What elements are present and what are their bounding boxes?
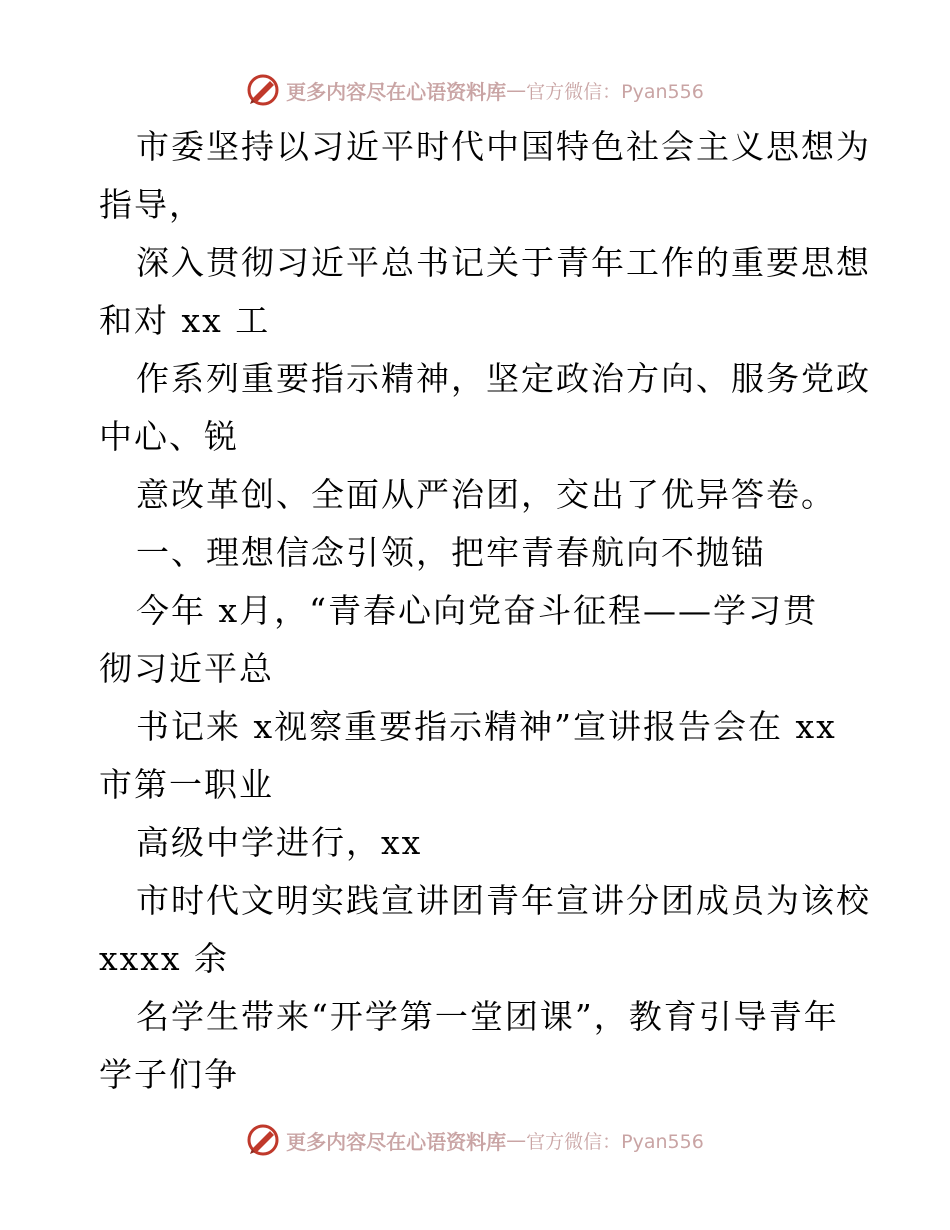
body-line: 学子们争 [99,1055,239,1094]
pen-logo-icon [246,73,280,107]
body-line: 指导， [99,185,204,224]
banner-separator: — [506,1128,527,1152]
body-line: 市委坚持以习近平时代中国特色社会主义思想为 [136,127,871,166]
document-body [99,118,871,1104]
banner-contact-text: 官方微信：Pyan556 [526,1130,704,1153]
body-line: 深入贯彻习近平总书记关于青年工作的重要思想 [136,243,871,282]
body-line: 彻习近平总 [99,649,274,688]
body-line: 市第一职业 [99,765,274,804]
footer-banner [0,1120,950,1160]
pen-logo-icon [246,1123,280,1157]
body-line: 名学生带来“开学第一堂团课”，教育引导青年 [136,997,839,1036]
banner-main-text: 更多内容尽在心语资料库 [286,1129,507,1154]
header-banner [0,70,950,110]
body-line: 书记来 x视察重要指示精神”宣讲报告会在 xx [136,707,837,746]
body-line: 高级中学进行，xx [136,823,423,862]
banner-separator: — [506,78,527,102]
body-line: 今年 x月，“青春心向党奋斗征程——学习贯 [136,591,818,630]
body-line: xxxx 余 [99,939,229,978]
body-line: 市时代文明实践宣讲团青年宣讲分团成员为该校 [136,881,871,920]
body-line: 和对 xx 工 [99,301,271,340]
body-line: 一、理想信念引领，把牢青春航向不抛锚 [136,533,766,572]
body-line: 意改革创、全面从严治团，交出了优异答卷。 [136,475,836,514]
banner-contact-text: 官方微信：Pyan556 [526,80,704,103]
banner-main-text: 更多内容尽在心语资料库 [286,79,507,104]
body-line: 中心、锐 [99,417,239,456]
body-line: 作系列重要指示精神，坚定政治方向、服务党政 [136,359,871,398]
